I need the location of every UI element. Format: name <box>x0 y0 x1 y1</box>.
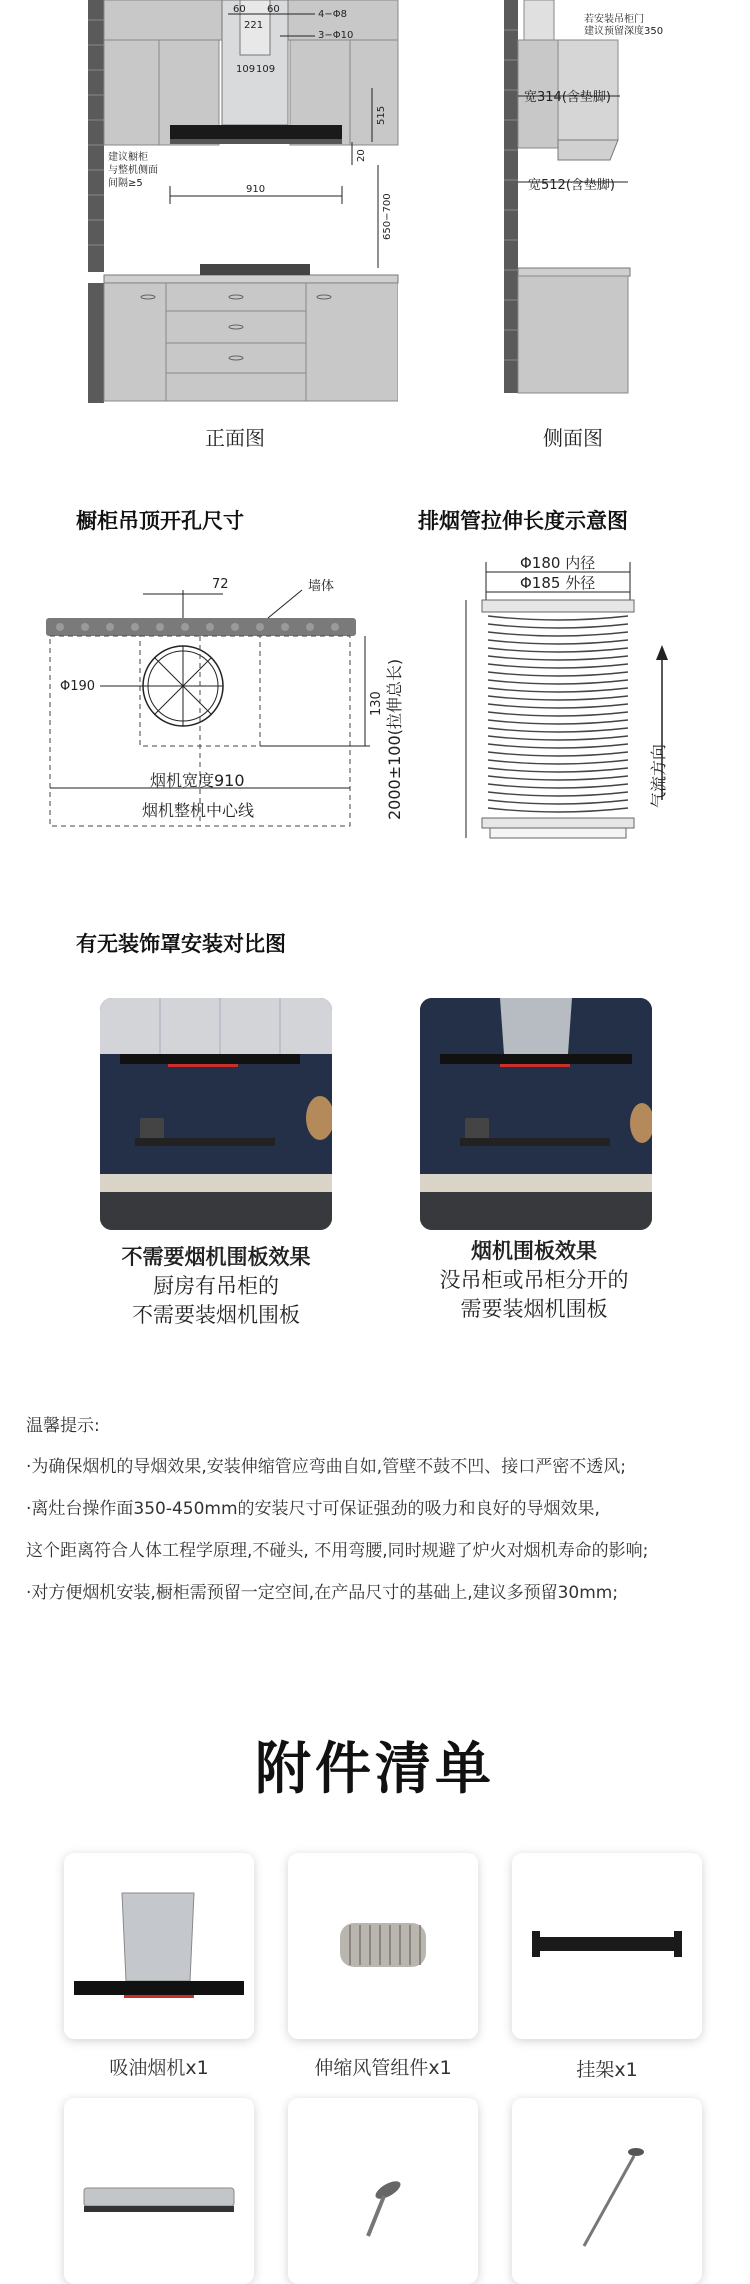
duct-rib <box>488 800 628 804</box>
duct-rib <box>488 656 628 660</box>
duct-rib <box>488 632 628 636</box>
duct-rib <box>488 744 628 748</box>
duct-rib <box>488 720 628 724</box>
svg-text:515: 515 <box>376 105 387 125</box>
accessories-title: 附件清单 <box>255 1737 495 1802</box>
svg-text:60: 60 <box>267 4 280 15</box>
mounting-bracket-icon <box>512 1853 702 2039</box>
svg-text:130: 130 <box>369 691 384 716</box>
duct-rib <box>488 616 628 620</box>
compare-left-heading: 不需要烟机围板效果 <box>121 1245 311 1269</box>
compare-left-line-1: 厨房有吊柜的 <box>153 1274 279 1298</box>
photo-with-cover <box>420 998 652 1230</box>
ceiling-hole-width-label: 烟机宽度910 <box>150 771 245 790</box>
accessory-card-bracket <box>512 1853 702 2039</box>
plastic-anchor-icon <box>288 2098 478 2284</box>
ceiling-hole-title: 橱柜吊顶开孔尺寸 <box>76 509 244 533</box>
range-hood-icon <box>64 1853 254 2039</box>
accessory-label-bracket: 挂架x1 <box>576 2059 638 2081</box>
side-view-drawing <box>500 0 660 400</box>
tips-title: 温馨提示: <box>26 1416 100 1436</box>
front-view-base-cabinets <box>88 283 398 403</box>
duct-rib <box>488 688 628 692</box>
duct-inner-diameter: Φ180 内径 <box>520 554 596 572</box>
duct-rib <box>488 696 628 700</box>
duct-rib <box>488 672 628 676</box>
duct-title: 排烟管拉伸长度示意图 <box>418 509 628 533</box>
duct-rib <box>488 736 628 740</box>
side-view-note-2: 建议预留深度350 <box>584 26 664 37</box>
svg-text:Φ190: Φ190 <box>60 679 96 694</box>
svg-text:221: 221 <box>244 20 264 31</box>
svg-text:墙体: 墙体 <box>308 579 335 594</box>
tips-line-2: ·离灶台操作面350-450mm的安装尺寸可保证强劲的吸力和良好的导烟效果, <box>26 1499 600 1519</box>
photo-without-cover <box>100 998 332 1230</box>
compare-right-heading: 烟机围板效果 <box>471 1239 597 1263</box>
compare-right-line-1: 没吊柜或吊柜分开的 <box>439 1268 629 1292</box>
duct-rib <box>488 704 628 708</box>
front-view-caption: 正面图 <box>205 426 265 450</box>
accessory-card-duct <box>288 1853 478 2039</box>
duct-rib <box>488 808 628 812</box>
duct-rib <box>488 664 628 668</box>
duct-rib <box>488 640 628 644</box>
svg-text:72: 72 <box>212 577 229 592</box>
accessory-card-screw <box>512 2098 702 2284</box>
duct-rib <box>488 768 628 772</box>
duct-length-label: 2000±100(拉伸总长) <box>385 658 404 820</box>
accessory-label-duct: 伸缩风管组件x1 <box>314 2057 452 2079</box>
tips-line-4: ·对方便烟机安装,橱柜需预留一定空间,在产品尺寸的基础上,建议多预留30mm; <box>26 1583 619 1603</box>
duct-outer-diameter: Φ185 外径 <box>520 574 596 592</box>
svg-text:650−700: 650−700 <box>382 193 393 240</box>
compare-left-line-2: 不需要装烟机围板 <box>132 1303 300 1327</box>
side-view-width-512: 宽512(含垫脚) <box>528 178 615 193</box>
svg-text:109: 109 <box>256 64 276 75</box>
screw-icon <box>512 2098 702 2284</box>
duct-rib <box>488 680 628 684</box>
duct-airflow-label: 气流方向 <box>649 743 668 808</box>
tips-line-3: 这个距离符合人体工程学原理,不碰头, 不用弯腰,同时规避了炉火对烟机寿命的影响; <box>26 1541 649 1561</box>
accessory-card-anchor <box>288 2098 478 2284</box>
ceiling-hole-center-label: 烟机整机中心线 <box>142 801 255 820</box>
side-view-note-1: 若安装吊柜门 <box>584 14 644 25</box>
accessory-card-range-hood <box>64 1853 254 2039</box>
svg-text:4−Φ8: 4−Φ8 <box>318 9 347 20</box>
duct-rib <box>488 728 628 732</box>
accessory-card-cover <box>64 2098 254 2284</box>
duct-rib <box>488 776 628 780</box>
compare-title: 有无装饰罩安装对比图 <box>76 932 286 956</box>
side-view-width-314: 宽314(含垫脚) <box>524 90 611 105</box>
svg-text:910: 910 <box>246 184 266 195</box>
compare-right-line-2: 需要装烟机围板 <box>460 1297 608 1321</box>
accessory-label-range-hood: 吸油烟机x1 <box>109 2057 209 2079</box>
svg-text:3−Φ10: 3−Φ10 <box>318 30 354 41</box>
hood-cover-icon <box>64 2098 254 2284</box>
side-view-caption: 侧面图 <box>543 426 603 450</box>
svg-text:与整机侧面: 与整机侧面 <box>108 165 158 176</box>
duct-rib <box>488 712 628 716</box>
svg-text:109: 109 <box>236 64 256 75</box>
svg-text:间隔≥5: 间隔≥5 <box>108 178 143 189</box>
tips-line-1: ·为确保烟机的导烟效果,安装伸缩管应弯曲自如,管壁不鼓不凹、接口严密不透风; <box>26 1457 626 1477</box>
duct-rib <box>488 784 628 788</box>
duct-rib <box>488 760 628 764</box>
duct-rib <box>488 648 628 652</box>
duct-rib <box>488 624 628 628</box>
duct-rib <box>488 752 628 756</box>
svg-text:建议橱柜: 建议橱柜 <box>108 152 148 163</box>
duct-pipe-icon <box>288 1853 478 2039</box>
front-view-drawing <box>0 0 480 290</box>
svg-text:20: 20 <box>356 149 367 162</box>
duct-rib <box>488 792 628 796</box>
svg-text:60: 60 <box>233 4 246 15</box>
